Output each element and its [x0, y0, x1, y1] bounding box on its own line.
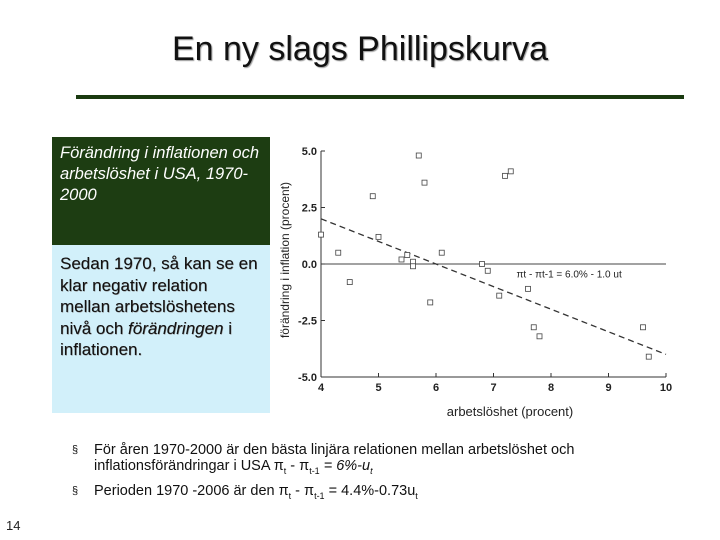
- data-point: [526, 286, 531, 291]
- bullet-2-pi-symbol: π: [278, 482, 289, 499]
- chart-caption: Förändring i inflationen och arbetslöshet i USA, 1970-2000: [60, 144, 260, 204]
- bullet-1-pi-symbol-2: π: [299, 458, 310, 474]
- bullet-2-subscript-2: t-1: [314, 490, 325, 501]
- data-point: [411, 264, 416, 269]
- data-point: [416, 153, 421, 158]
- bullet-2-pi-symbol-2: π: [304, 482, 315, 499]
- bullet-2-subscript-3: t: [415, 490, 418, 501]
- data-point: [422, 180, 427, 185]
- bullet-2-minus: -: [291, 482, 305, 499]
- y-axis-label: förändring i inflation (procent): [278, 181, 292, 339]
- data-point: [485, 268, 490, 273]
- y-tick-label: -5.0: [298, 372, 317, 384]
- data-point: [347, 280, 352, 285]
- data-point: [531, 325, 536, 330]
- chart-caption-box: [52, 137, 270, 245]
- data-point: [376, 234, 381, 239]
- data-point: [537, 334, 542, 339]
- y-tick-label: 0.0: [301, 259, 317, 271]
- data-point: [503, 173, 508, 178]
- x-tick-label: 5: [375, 382, 382, 394]
- bullet-1-equation: = 6%-u: [319, 458, 371, 474]
- x-tick-label: 8: [547, 382, 555, 394]
- x-tick-label: 4: [317, 382, 325, 394]
- data-point: [641, 325, 646, 330]
- bullet-2-text: Perioden 1970 -2006 är den: [94, 482, 279, 499]
- bullet-2-subscript: t: [288, 490, 292, 501]
- fit-line: [321, 219, 666, 355]
- fit-equation-annotation: πt - πt-1 = 6.0% - 1.0 ut: [516, 269, 622, 281]
- data-point: [497, 293, 502, 298]
- slide-title: En ny slags Phillipskurva: [171, 30, 549, 68]
- bullet-1-text: För åren 1970-2000 är den bästa linjära relationen mellan arbetslöshet och inflationsförändringar i USA: [94, 442, 575, 474]
- explanation-text-start: Sedan 1970, så kan se en klar negativ relation mellan arbetslöshetens nivå och: [60, 254, 258, 338]
- bullet-item-1: [70, 442, 710, 479]
- bullet-2-equation: = 4.4%-0.73u: [324, 482, 416, 499]
- bullet-1-subscript-2: t-1: [309, 465, 320, 476]
- bullet-mark-2: §: [72, 484, 79, 497]
- explanation-emphasis: förändringen: [128, 318, 224, 338]
- bullet-1-minus: -: [286, 458, 300, 474]
- explanation-text-end: i inflationen.: [60, 318, 233, 359]
- data-point: [508, 169, 513, 174]
- data-point: [370, 194, 375, 199]
- y-tick-label: 2.5: [301, 202, 317, 215]
- bullet-item-2: [70, 483, 710, 504]
- page-number: 14: [6, 518, 21, 533]
- data-point: [336, 250, 341, 255]
- data-point: [646, 354, 651, 359]
- data-point: [319, 232, 324, 237]
- y-tick-label: -2.5: [298, 315, 317, 328]
- title-divider: [76, 95, 684, 99]
- data-point: [480, 262, 485, 267]
- bullet-1-subscript: t: [283, 465, 287, 476]
- data-point: [439, 250, 444, 255]
- scatter-chart: [294, 138, 684, 408]
- data-point: [428, 300, 433, 305]
- x-tick-label: 9: [605, 382, 612, 394]
- x-tick-label: 7: [490, 382, 497, 394]
- x-tick-label: 10: [659, 382, 673, 394]
- bullet-1-subscript-3: t: [370, 465, 373, 476]
- explanation-box: [52, 245, 270, 413]
- y-axis-label-container: [277, 145, 293, 375]
- y-tick-label: 5.0: [301, 146, 317, 158]
- x-axis-label: arbetslöshet (procent): [446, 404, 574, 419]
- bullet-1-pi-symbol: π: [273, 458, 284, 474]
- data-point: [405, 252, 410, 257]
- bullet-mark-1: §: [72, 444, 79, 456]
- data-point: [399, 257, 404, 262]
- x-tick-label: 6: [432, 382, 440, 394]
- bullet-list: [70, 442, 710, 508]
